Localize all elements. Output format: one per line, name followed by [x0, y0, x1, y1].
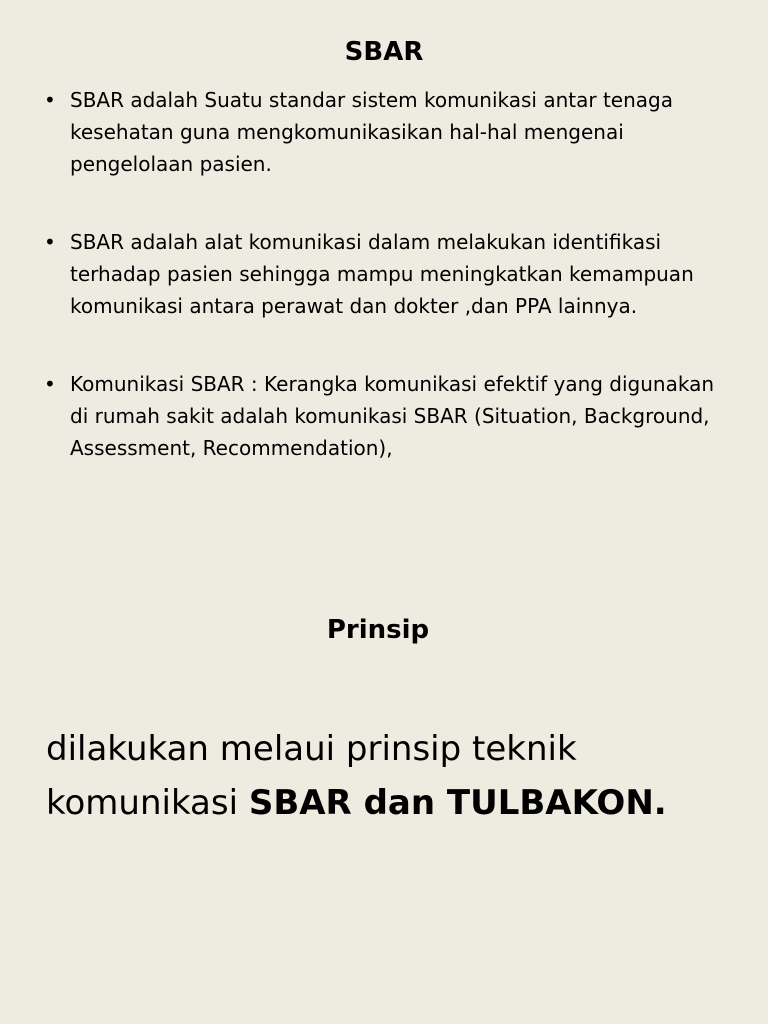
slide-title: SBAR: [344, 37, 424, 67]
bullet-text: Komunikasi SBAR : Kerangka komunikasi efektif yang digunakan di rumah sakit adalah komunikasi SBAR (Situation, Background, Assessment, Recommendation),: [70, 372, 715, 460]
closing-statement: [46, 722, 736, 830]
section-heading-prinsip: Prinsip: [326, 615, 430, 645]
closing-emphasis: SBAR dan TULBAKON.: [248, 783, 667, 823]
bullet-dot-icon: •: [44, 372, 56, 396]
bullet-text: SBAR adalah Suatu standar sistem komunikasi antar tenaga kesehatan guna mengkomunikasikan hal-hal mengenai pengelolaan pasien.: [70, 88, 673, 176]
bullet-dot-icon: •: [44, 88, 56, 112]
bullet-item: [44, 368, 724, 464]
bullet-item: [44, 84, 724, 180]
bullet-item: [44, 226, 724, 322]
bullet-list: [44, 84, 724, 464]
bullet-text: SBAR adalah alat komunikasi dalam melakukan identifikasi terhadap pasien sehingga mampu meningkatkan kemampuan komunikasi antara perawat dan dokter ,dan PPA lainnya.: [70, 230, 694, 318]
closing-text: dilakukan melaui prinsip teknik komunikasi: [46, 729, 577, 823]
bullet-dot-icon: •: [44, 230, 56, 254]
